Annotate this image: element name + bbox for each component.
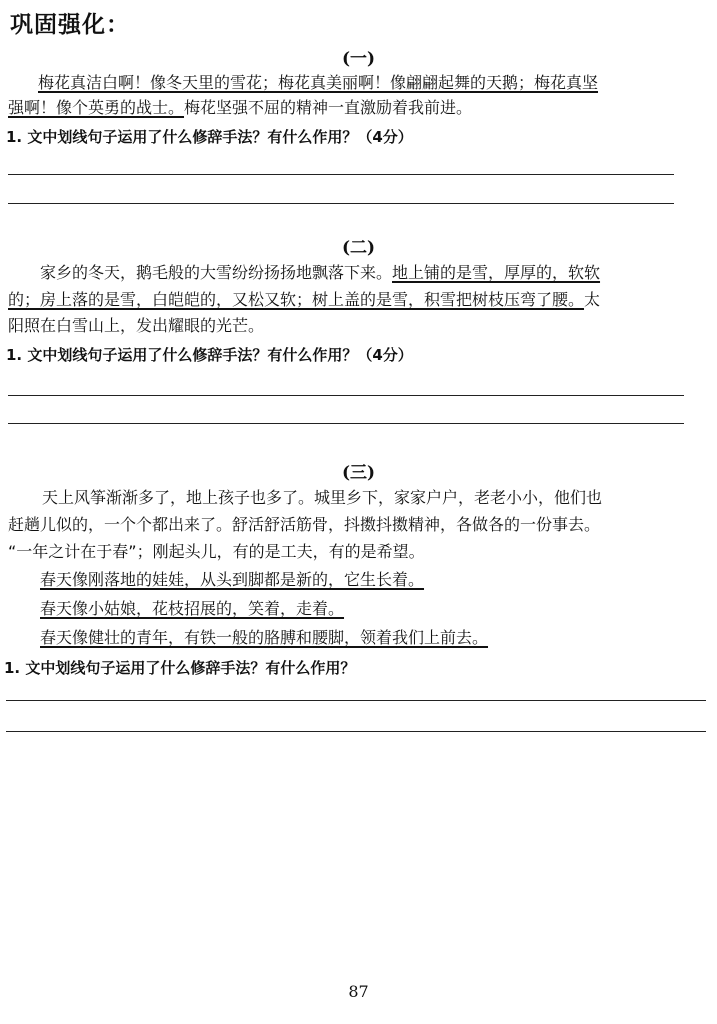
answer-line [6,731,706,732]
section-2-line-1 [40,260,600,285]
page-title: 巩固强化： [10,12,130,38]
underlined-text: 的；房上落的是雪，白皑皑的，又松又软；树上盖的是雪，积雪把树枝压弯了腰。 [8,290,585,309]
section-2-question: 1. 文中划线句子运用了什么修辞手法？有什么作用？（4分） [6,346,413,364]
section-3-line-3: “一年之计在于春”；刚起头儿，有的是工夫，有的是希望。 [8,542,425,561]
section-2-line-3: 阳照在白雪山上，发出耀眼的光芒。 [8,316,265,335]
underlined-text: 春天像小姑娘，花枝招展的，笑着，走着。 [40,599,345,618]
answer-line [8,395,684,396]
underlined-text: 地上铺的是雪，厚厚的，软软 [392,263,601,282]
section-2-line-2 [8,287,600,312]
section-2-heading: (二) [341,238,376,258]
plain-text: 家乡的冬天，鹅毛般的大雪纷纷扬扬地飘落下来。 [40,263,393,282]
section-3-line-6 [40,625,488,650]
section-3-line-1: 天上风筝渐渐多了，地上孩子也多了。城里乡下，家家户户，老老小小，他们也 [42,488,603,507]
answer-line [8,203,674,204]
answer-line [8,423,684,424]
section-3-heading: (三) [341,463,376,483]
underlined-text: 春天像健壮的青年，有铁一般的胳膊和腰脚，领着我们上前去。 [40,628,489,647]
section-3-question: 1. 文中划线句子运用了什么修辞手法？有什么作用？ [4,659,356,677]
section-3-line-5 [40,596,344,621]
underlined-text: 强啊！像个英勇的战士。 [8,98,185,117]
section-3-line-4 [40,567,424,592]
plain-text: 梅花坚强不屈的精神一直激励着我前进。 [184,98,473,117]
section-1-question: 1. 文中划线句子运用了什么修辞手法？有什么作用？（4分） [6,128,413,146]
section-1-line-2 [8,95,472,120]
page-number: 87 [348,982,369,1001]
underlined-text: 梅花真洁白啊！像冬天里的雪花；梅花真美丽啊！像翩翩起舞的天鹅；梅花真坚 [38,73,599,92]
underlined-text: 春天像刚落地的娃娃，从头到脚都是新的，它生长着。 [40,570,425,589]
answer-line [6,700,706,701]
section-3-line-2: 赶趟儿似的，一个个都出来了。舒活舒活筋骨，抖擞抖擞精神，各做各的一份事去。 [8,515,601,534]
section-1-heading: (一) [341,49,376,69]
answer-line [8,174,674,175]
section-1-line-1 [38,70,598,95]
plain-text: 太 [584,290,601,309]
